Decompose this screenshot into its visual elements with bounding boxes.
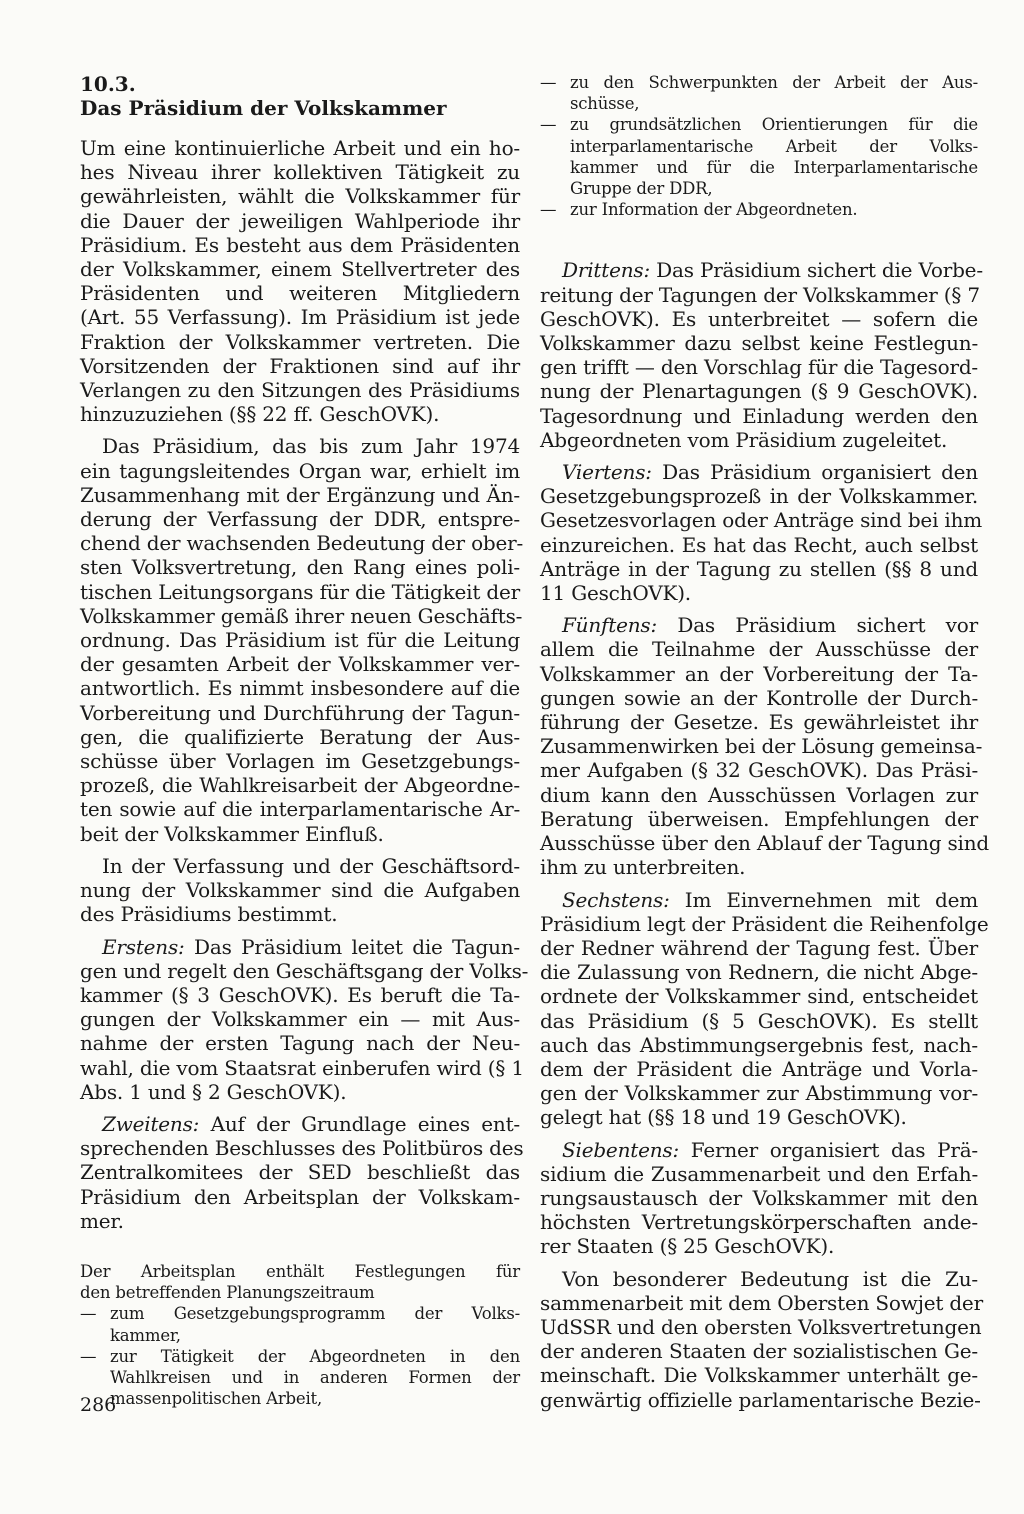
workplan-bullets [80,1303,520,1409]
workplan-bullets-continued [540,72,978,220]
dash-bullet: — [80,1346,97,1366]
text-line: schüsse über Vorlagen im Gesetzgebungs- [80,749,520,774]
paragraph [80,854,520,927]
text-line: kammer und für die Interparlamentarische [570,157,978,177]
workplan-intro [80,1261,520,1303]
text-line: kammer (§ 3 GeschOVK). Es beruft die Ta- [80,982,520,1007]
text-line: ihm zu unterbreiten. [540,855,746,880]
text-line: kammer, [110,1325,181,1345]
paragraph-label: Drittens: [562,258,650,283]
text-line: zum Gesetzgebungsprogramm der Volks- [110,1304,520,1324]
list-item [80,1303,520,1345]
text-line: meinschaft. Die Volkskammer unterhält ge- [540,1363,978,1388]
text-line: Volkskammer gemäß ihrer neuen Geschäfts- [80,603,523,628]
text-line: gelegt hat (§§ 18 und 19 GeschOVK). [540,1105,907,1130]
text-line: Präsidium den Arbeitsplan der Volkskam- [80,1184,520,1209]
text-line: gen und regelt den Geschäftsgang der Volks- [80,958,529,983]
list-item [540,72,978,114]
text-line: hinzuzuziehen (§§ 22 ff. GeschOVK). [80,402,440,427]
paragraph-label: Zweitens: [102,1111,200,1136]
dash-bullet: — [540,200,557,220]
text-line: Zusammenhang mit der Ergänzung und Än- [80,482,520,507]
text-line: zu grundsätzlichen Orientierungen für die [570,115,978,135]
text-line: nahme der ersten Tagung nach der Neu- [80,1031,520,1056]
text-line: tischen Leitungsorgans für die Tätigkeit der [80,579,520,604]
text-line: mer. [80,1208,124,1233]
section-heading [80,72,520,120]
text-line: 11 GeschOVK). [540,581,691,606]
text-line: Sechstens: Im Einvernehmen mit dem [562,887,978,912]
text-line: antwortlich. Es nimmt insbesondere auf die [80,676,520,701]
text-line: GeschOVK). Es unterbreitet — sofern die [540,306,978,331]
dash-bullet: — [540,73,557,92]
workplan-note [80,1261,520,1409]
text-line: führung der Gesetze. Es gewährleistet ihr [540,710,978,735]
paragraph [540,1266,983,1412]
text-line: dem der Präsident die Anträge und Vorla- [540,1056,978,1081]
text-line: zu den Schwerpunkten der Arbeit der Aus- [570,73,978,92]
text-line: die Zulassung von Rednern, die nicht Abge- [540,960,978,985]
text-line: den betreffenden Planungszeitraum [80,1283,375,1303]
text-line: Wahlkreisen und in anderen Formen der [110,1367,520,1387]
left-column [80,72,529,1409]
text-line: rungsaustausch der Volkskammer mit den [540,1185,978,1210]
paragraph [80,136,520,426]
paragraph-drittens [540,258,983,452]
text-line: Gesetzgebungsprozeß in der Volkskammer. [540,484,978,509]
text-line: beit der Volkskammer Einfluß. [80,821,384,846]
right-column [540,72,989,1412]
text-line: rer Staaten (§ 25 GeschOVK). [540,1234,835,1259]
text-line: die Dauer der jeweiligen Wahlperiode ihr [80,208,520,233]
text-line: genwärtig offizielle parlamentarische Bezie- [540,1387,981,1412]
text-line: Zweitens: Auf der Grundlage eines ent- [102,1111,520,1136]
paragraph-sechstens [540,887,989,1130]
text-line: sten Volksvertretung, den Rang eines poli- [80,555,520,580]
text-line: interparlamentarische Arbeit der Volks- [570,136,978,156]
text-line: gungen sowie an der Kontrolle der Durch- [540,685,978,710]
text-line: Zentralkomitees der SED beschließt das [80,1160,520,1185]
text-line: ordnung. Das Präsidium ist für die Leitung [80,628,520,653]
text-line: Tagesordnung und Einladung werden den [540,403,978,428]
paragraph-label: Sechstens: [562,887,670,912]
text-line: Volkskammer dazu selbst keine Festlegun- [540,331,978,356]
text-line: Drittens: Das Präsidium sichert die Vorbe- [562,258,983,283]
paragraph-label: Siebentens: [562,1137,680,1162]
list-item [540,199,978,220]
text-line: nung der Volkskammer sind die Aufgaben [80,878,520,903]
text-line: das Präsidium (§ 5 GeschOVK). Es stellt [540,1008,978,1033]
text-line: nung der Plenartagungen (§ 9 GeschOVK). [540,379,978,404]
text-line: Vorbereitung und Durchführung der Tagun- [80,700,520,725]
text-line: Das Präsidium, das bis zum Jahr 1974 [102,434,520,459]
section-title: Das Präsidium der Volkskammer [80,96,447,120]
text-line: Von besonderer Bedeutung ist die Zu- [562,1266,978,1291]
text-line: Volkskammer an der Vorbereitung der Ta- [540,661,978,686]
text-line: der anderen Staaten der sozialistischen Ge- [540,1339,978,1364]
text-line: sprechenden Beschlusses des Politbüros des [80,1136,524,1161]
text-line: UdSSR und den obersten Volksvertretungen [540,1314,982,1339]
text-line: hes Niveau ihrer kollektiven Tätigkeit zu [80,160,520,185]
section-number: 10.3. [80,72,136,96]
text-line: zur Information der Abgeordneten. [570,200,858,220]
paragraph-label: Fünftens: [562,613,657,638]
text-line: mer Aufgaben (§ 32 GeschOVK). Das Präsi- [540,758,978,783]
paragraph-erstens [80,934,529,1104]
list-item [540,114,978,199]
text-line: des Präsidiums bestimmt. [80,902,338,927]
paragraph [80,434,524,846]
text-line: Vorsitzenden der Fraktionen sind auf ihr [80,353,520,378]
text-line: dium kann den Ausschüssen Vorlagen zur [540,782,978,807]
text-line: Zusammenwirken bei der Lösung gemeinsa- [540,734,983,759]
text-line: (Art. 55 Verfassung). Im Präsidium ist jede [80,305,520,330]
text-line: Beratung überweisen. Empfehlungen der [540,806,978,831]
dash-bullet: — [540,115,557,135]
paragraph-label: Erstens: [102,934,185,959]
text-line: Anträge in der Tagung zu stellen (§§ 8 und [540,556,978,581]
text-line: ein tagungsleitendes Organ war, erhielt im [80,458,520,483]
text-line: Gesetzesvorlagen oder Anträge sind bei ihm [540,508,983,533]
text-line: Präsidenten und weiteren Mitgliedern [80,281,520,306]
text-line: sammenarbeit mit dem Obersten Sowjet der [540,1290,983,1315]
text-line: reitung der Tagungen der Volkskammer (§ 7 [540,282,980,307]
text-line: zur Tätigkeit der Abgeordneten in den [110,1346,520,1366]
page-number: 286 [80,1394,117,1416]
text-line: ordnete der Volkskammer sind, entscheidet [540,984,978,1009]
text-line: auch das Abstimmungsergebnis fest, nach- [540,1032,978,1057]
text-line: Gruppe der DDR, [570,179,713,199]
text-line: Ausschüsse über den Ablauf der Tagung sind [540,831,989,856]
paragraph-label: Viertens: [562,460,652,485]
text-line: Siebentens: Ferner organisiert das Prä- [562,1137,978,1162]
text-line: Verlangen zu den Sitzungen des Präsidiums [80,378,520,403]
text-line: allem die Teilnahme der Ausschüsse der [540,637,978,662]
text-line: Erstens: Das Präsidium leitet die Tagun- [102,934,520,959]
text-line: Fraktion der Volkskammer vertreten. Die [80,329,520,354]
text-line: schüsse, [570,94,640,114]
paragraph-siebentens [540,1138,978,1259]
text-line: der Volkskammer, einem Stellvertreter des [80,257,520,282]
text-line: Der Arbeitsplan enthält Festlegungen für [80,1261,520,1281]
list-item [80,1346,520,1410]
paragraph-fuenftens [540,613,989,880]
text-line: wahl, die vom Staatsrat einberufen wird (§ 1 [80,1055,524,1080]
text-line: massenpolitischen Arbeit, [110,1389,323,1409]
text-line: der gesamten Arbeit der Volkskammer ver- [80,652,520,677]
text-line: gewährleisten, wählt die Volkskammer für [80,184,520,209]
text-line: gen der Volkskammer zur Abstimmung vor- [540,1081,978,1106]
text-line: ten sowie auf die interparlamentarische Ar- [80,797,520,822]
text-line: der Redner während der Tagung fest. Über [540,935,978,960]
text-line: In der Verfassung und der Geschäftsord- [102,853,520,878]
text-line: gungen der Volkskammer ein — mit Aus- [80,1007,520,1032]
text-line: gen, die qualifizierte Beratung der Aus- [80,724,520,749]
text-line: einzureichen. Es hat das Recht, auch selbst [540,532,978,557]
text-line: Präsidium. Es besteht aus dem Präsidenten [80,232,520,257]
text-line: derung der Verfassung der DDR, entspre- [80,507,520,532]
text-line: Abgeordneten vom Präsidium zugeleitet. [540,427,948,452]
text-line: Um eine kontinuierliche Arbeit und ein ho- [80,136,520,160]
text-line: höchsten Vertretungskörperschaften ande- [540,1210,978,1235]
text-line: Abs. 1 und § 2 GeschOVK). [80,1079,347,1104]
dash-bullet: — [80,1304,97,1324]
paragraph-viertens [540,460,983,606]
text-line: Präsidium legt der Präsident die Reihenfolge [540,911,989,936]
text-line: prozeß, die Wahlkreisarbeit der Abgeordne- [80,773,520,798]
text-line: Viertens: Das Präsidium organisiert den [562,460,978,485]
text-line: gen trifft — den Vorschlag für die Tagesord- [540,355,978,380]
text-line: sidium die Zusammenarbeit und den Erfah- [540,1161,978,1186]
text-line: chend der wachsenden Bedeutung der ober- [80,531,524,556]
paragraph-zweitens [80,1111,524,1233]
text-line: Fünftens: Das Präsidium sichert vor [562,613,978,638]
